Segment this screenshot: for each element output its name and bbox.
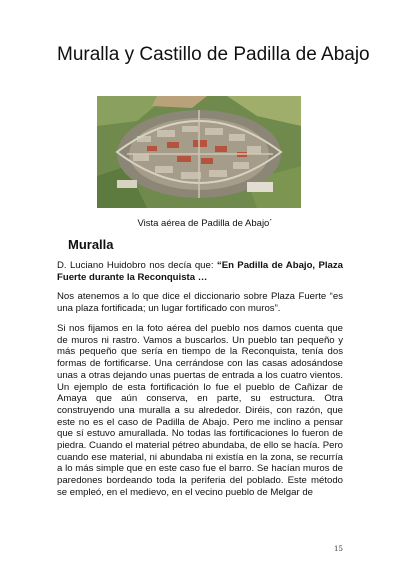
section-heading: Muralla [68, 237, 114, 252]
paragraph-body: Si nos fijamos en la foto aérea del pueblo nos damos cuenta que de muros ni rastro. Vamos a buscarlos. Un pueblo tan pequeño y más pequeño que sería en tiempo de la Reconquista, tenía dos formas de fortificarse. Una cerrándose con las casas adosándose unas a otras dejando unas puertas de entrada a los cuatro vientos. Un ejemplo de esta fortificación lo fue el pueblo de Cañizar de Amaya que aún conserva, en parte, su estructura. Otra construyendo una muralla a su alrededor. Diréis, con razón, que este no es el caso de Padilla de Abajo. Pero me inclino a pensar que sí estuvo amurallada. No todas las fortificaciones lo fueron de piedra. Cuando el material pétreo abundaba, de ello se hacía. Pero cuando ese material, ni abundaba ni existía en la zona, se recurría a lo más simple que en este caso fue el barro. Se hacían muros de paredones bordeando toda la periferia del poblado. Este método se empleó, en el medievo, en el vecino pueblo de Melgar de [57, 323, 343, 498]
paragraph-definition: Nos atenemos a lo que dice el diccionario sobre Plaza Fuerte “es una plaza fortificada; un lugar fortificado con muros”. [57, 291, 343, 314]
paragraph-intro-lead: D. Luciano Huidobro nos decía que: [57, 260, 217, 271]
page-number: 15 [334, 545, 343, 553]
page-title: Muralla y Castillo de Padilla de Abajo [57, 44, 370, 65]
aerial-photo-illustration [97, 96, 301, 208]
aerial-photo [97, 96, 301, 208]
paragraph-intro [57, 260, 343, 283]
paragraph-intro-quote: “En Padilla de Abajo, Plaza Fuerte durante la Reconquista … [57, 260, 343, 283]
photo-caption: Vista aérea de Padilla de Abajo´ [137, 218, 273, 229]
